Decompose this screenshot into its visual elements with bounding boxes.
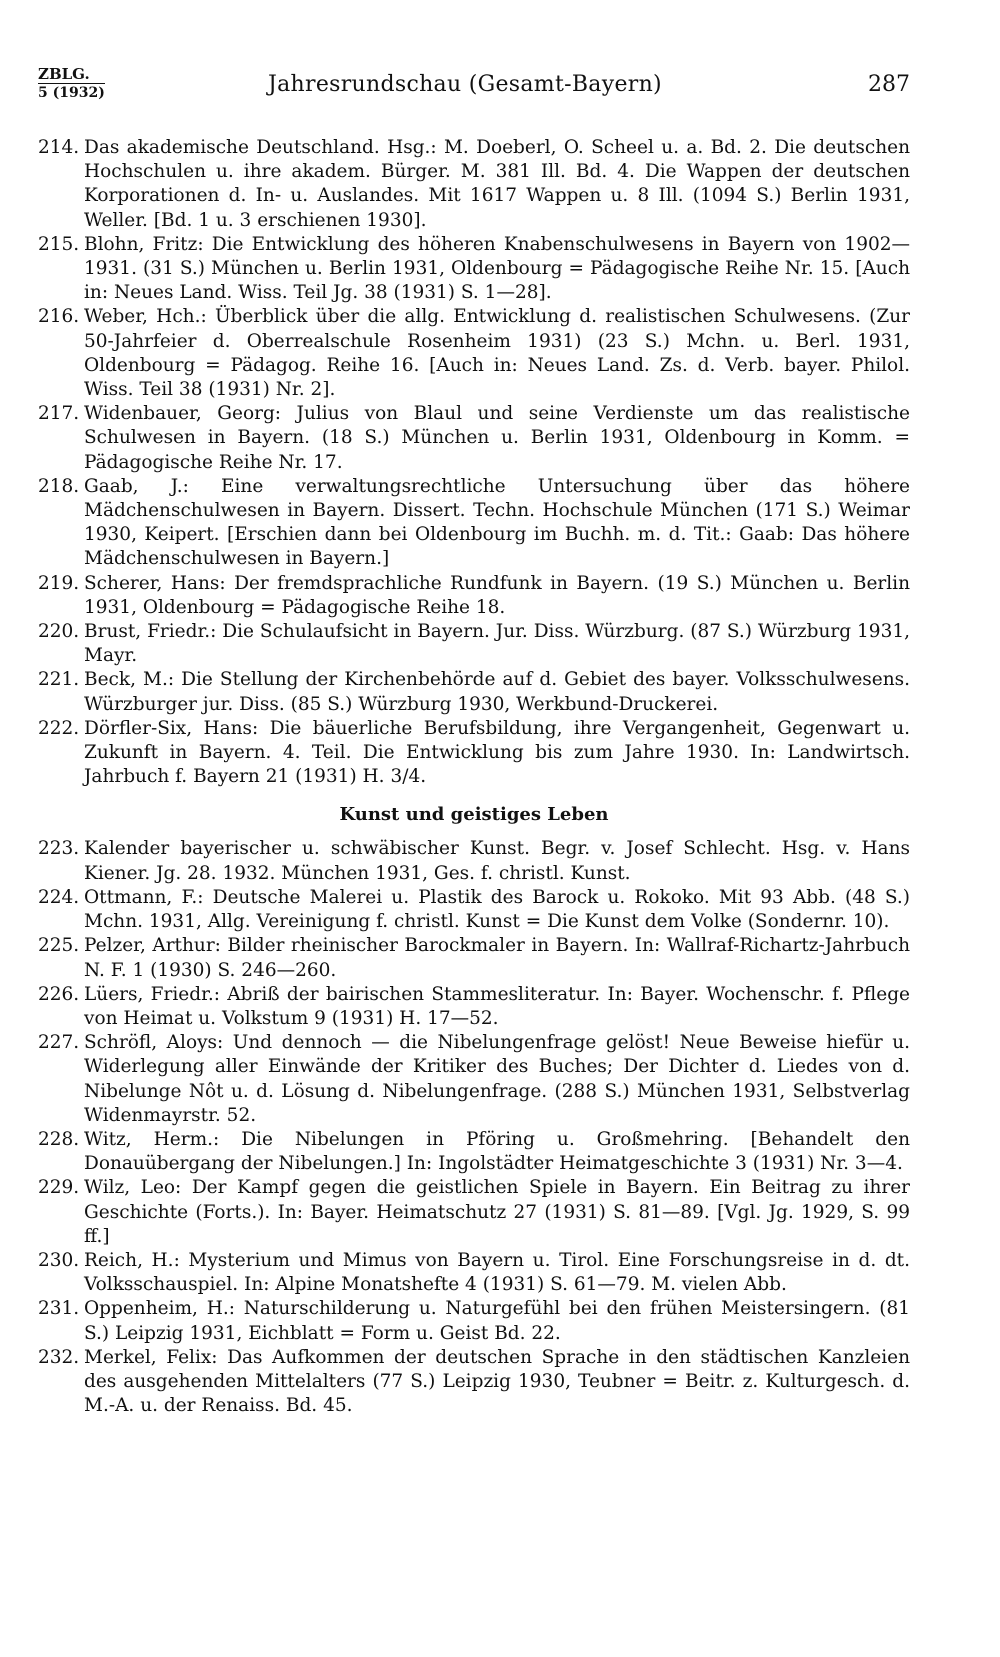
entry-text: Kalender bayerischer u. schwäbischer Kunst. Begr. v. Josef Schlecht. Hsg. v. Hans Kiener. Jg. 28. 1932. München 1931, Ges. f. christl. Kunst. [84,838,910,884]
entry-number: 228. [38,1128,80,1150]
entry-text: Gaab, J.: Eine verwaltungsrechtliche Untersuchung über das höhere Mädchenschulwesen in Bayern. Dissert. Techn. Hochschule München (171 S.) Weimar 1930, Keipert. [Erschien dann bei Oldenbourg im Buchh. m. d. Tit.: Gaab: Das höhere Mädchenschulwesen in Bayern.] [84,475,910,570]
bibliography-entry [38,1031,910,1128]
bibliography-entry [38,1176,910,1249]
entry-number: 229. [38,1177,80,1199]
entry-number: 231. [38,1298,80,1320]
bibliography-entry [38,837,910,885]
bibliography-entry [38,886,910,934]
entry-text: Oppenheim, H.: Naturschilderung u. Naturgefühl bei den frühen Meistersingern. (81 S.) Leipzig 1931, Eichblatt = Form u. Geist Bd. 22. [84,1298,910,1344]
entry-text: Schröfl, Aloys: Und dennoch — die Nibelungenfrage gelöst! Neue Beweise hiefür u. Widerlegung aller Einwände der Kritiker des Buches; Der Dichter d. Liedes von d. Nibelunge Nôt u. d. Lösung d. Nibelungenfrage. (288 S.) München 1931, Selbstverlag Widenmayrstr. 52. [84,1032,910,1126]
bibliography-entry [38,668,910,716]
entry-number: 227. [38,1032,80,1054]
bibliography-entry [38,717,910,790]
entry-text: Lüers, Friedr.: Abriß der bairischen Stammesliteratur. In: Bayer. Wochenschr. f. Pflege von Heimat u. Volkstum 9 (1931) H. 17—52. [84,983,910,1029]
entry-number: 218. [38,475,80,497]
bibliography-content [38,136,910,1418]
entry-number: 226. [38,983,80,1005]
bibliography-entry [38,620,910,668]
entry-text: Beck, M.: Die Stellung der Kirchenbehörde auf d. Gebiet des bayer. Volksschulwesens. Würzburger jur. Diss. (85 S.) Würzburg 1930, Werkbund-Druckerei. [84,669,910,715]
entry-text: Scherer, Hans: Der fremdsprachliche Rundfunk in Bayern. (19 S.) München u. Berlin 1931, Oldenbourg = Pädagogische Reihe 18. [84,572,910,618]
entries-list-education [38,136,910,789]
bibliography-entry [38,233,910,306]
bibliography-entry [38,1297,910,1345]
entry-number: 219. [38,572,80,594]
bibliography-entry [38,983,910,1031]
running-title: Jahresrundschau (Gesamt-Bayern) [268,72,662,97]
entry-number: 215. [38,233,80,255]
entry-number: 216. [38,306,80,328]
entry-number: 217. [38,403,80,425]
bibliography-entry [38,475,910,572]
entry-text: Merkel, Felix: Das Aufkommen der deutschen Sprache in den städtischen Kanzleien des ausgehenden Mittelalters (77 S.) Leipzig 1930, Teubner = Beitr. z. Kulturgesch. d. M.-A. u. der Renaiss. Bd. 45. [84,1346,910,1417]
bibliography-entry [38,934,910,982]
bibliography-entry [38,572,910,620]
entry-text: Weber, Hch.: Überblick über die allg. Entwicklung d. realistischen Schulwesens. (Zur 50-Jahrfeier d. Oberrealschule Rosenheim 1931) (23 S.) Mchn. u. Berl. 1931, Oldenbourg = Pädagog. Reihe 16. [Auch in: Neues Land. Zs. d. Verb. bayer. Philol. Wiss. Teil 38 (1931) Nr. 2]. [84,306,910,401]
entry-text: Dörfler-Six, Hans: Die bäuerliche Berufsbildung, ihre Vergangenheit, Gegenwart u. Zukunft in Bayern. 4. Teil. Die Entwicklung bis zum Jahre 1930. In: Landwirtsch. Jahrbuch f. Bayern 21 (1931) H. 3/4. [84,717,910,788]
entry-number: 223. [38,838,80,860]
entry-text: Widenbauer, Georg: Julius von Blaul und seine Verdienste um das realistische Schulwesen in Bayern. (18 S.) München u. Berlin 1931, Oldenbourg in Komm. = Pädagogische Reihe Nr. 17. [84,403,910,473]
page-number: 287 [868,72,910,97]
entry-number: 214. [38,137,80,158]
entry-number: 221. [38,669,80,691]
entry-text: Das akademische Deutschland. Hsg.: M. Doeberl, O. Scheel u. a. Bd. 2. Die deutschen Hochschulen u. ihre akadem. Bürger. M. 381 Ill. Bd. 4. Die Wappen der deutschen Korporationen d. In- u. Auslandes. Mit 1617 Wappen u. 8 Ill. (1094 S.) Berlin 1931, Weller. [Bd. 1 u. 3 erschienen 1930]. [84,137,910,231]
entry-text: Witz, Herm.: Die Nibelungen in Pföring u. Großmehring. [Behandelt den Donauübergang der Nibelungen.] In: Ingolstädter Heimatgeschichte 3 (1931) Nr. 3—4. [84,1128,910,1175]
entry-text: Ottmann, F.: Deutsche Malerei u. Plastik des Barock u. Rokoko. Mit 93 Abb. (48 S.) Mchn. 1931, Allg. Vereinigung f. christl. Kunst = Die Kunst dem Volke (Sondernr. 10). [84,886,910,933]
bibliography-entry [38,1128,910,1176]
bibliography-entry [38,136,910,233]
entry-number: 224. [38,886,80,908]
entry-number: 225. [38,935,80,957]
entry-number: 232. [38,1346,80,1368]
bibliography-entry [38,305,910,402]
page-header [38,62,910,114]
bibliography-entry [38,1346,910,1419]
entry-text: Blohn, Fritz: Die Entwicklung des höheren Knabenschulwesens in Bayern von 1902—1931. (31 S.) München u. Berlin 1931, Oldenbourg = Pädagogische Reihe Nr. 15. [Auch in: Neues Land. Wiss. Teil Jg. 38 (1931) S. 1—28]. [84,233,910,304]
entry-number: 222. [38,717,80,739]
entry-text: Brust, Friedr.: Die Schulaufsicht in Bayern. Jur. Diss. Würzburg. (87 S.) Würzburg 1931, Mayr. [84,621,910,667]
bibliography-entry [38,1249,910,1297]
section-heading: Kunst und geistiges Leben [339,804,609,826]
entries-list-art [38,837,910,1418]
journal-reference [38,66,105,102]
bibliography-entry [38,402,910,475]
entry-number: 220. [38,621,80,643]
journal-abbreviation: ZBLG. [38,65,90,83]
entry-number: 230. [38,1249,80,1271]
entry-text: Pelzer, Arthur: Bilder rheinischer Barockmaler in Bayern. In: Wallraf-Richartz-Jahrbuch N. F. 1 (1930) S. 246—260. [84,935,910,981]
entry-text: Reich, H.: Mysterium und Mimus von Bayern u. Tirol. Eine Forschungsreise in d. dt. Volksschauspiel. In: Alpine Monatshefte 4 (1931) S. 61—79. M. vielen Abb. [84,1249,910,1296]
entry-text: Wilz, Leo: Der Kampf gegen die geistlichen Spiele in Bayern. Ein Beitrag zu ihrer Geschichte (Forts.). In: Bayer. Heimatschutz 27 (1931) S. 81—89. [Vgl. Jg. 1929, S. 99 ff.] [84,1177,910,1247]
journal-volume: 5 (1932) [38,85,105,101]
